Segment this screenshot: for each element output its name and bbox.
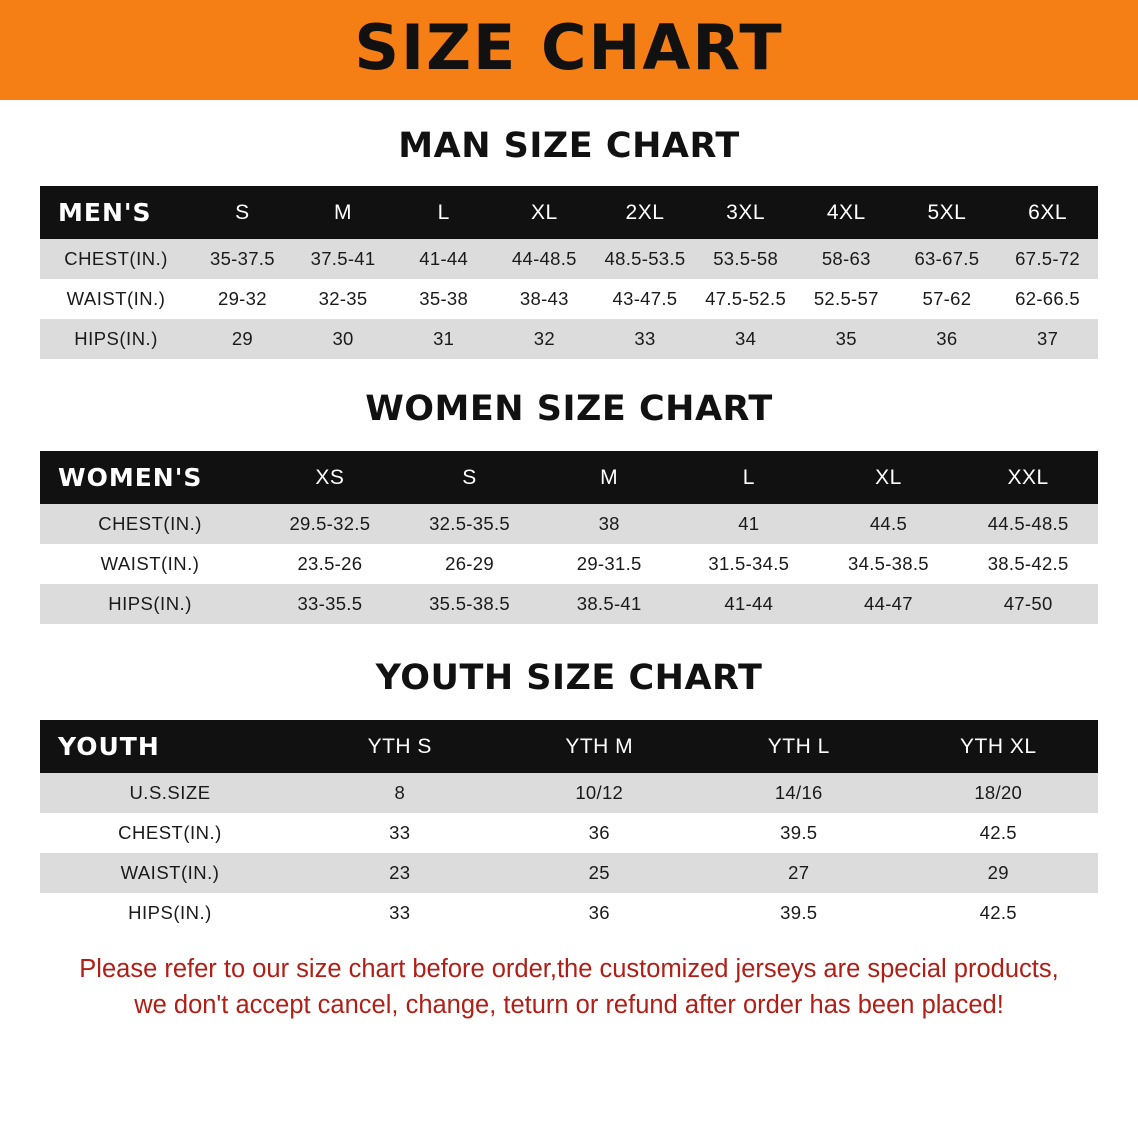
cell: 37.5-41 <box>310 248 376 269</box>
row-label: HIPS(IN.) <box>128 902 212 923</box>
youth-header-row <box>40 720 1098 773</box>
cell: 29 <box>231 328 253 349</box>
man-size-header: M <box>334 200 353 224</box>
cell: 35-38 <box>419 288 469 309</box>
cell: 44.5 <box>869 513 908 534</box>
cell: 29-32 <box>218 288 267 309</box>
women-size-table <box>40 451 1098 624</box>
cell: 31.5-34.5 <box>708 553 790 574</box>
cell: 31 <box>433 328 455 349</box>
row-label: HIPS(IN.) <box>108 593 192 614</box>
cell: 48.5-53.5 <box>604 248 686 269</box>
man-size-header: 3XL <box>726 200 766 224</box>
cell: 39.5 <box>780 822 818 843</box>
man-section-heading: MAN SIZE CHART <box>398 126 740 166</box>
table-row <box>40 853 1098 893</box>
cell: 38-43 <box>519 288 569 309</box>
youth-size-header: YTH M <box>565 734 634 758</box>
women-section-heading: WOMEN SIZE CHART <box>365 389 773 429</box>
man-size-header: L <box>437 200 450 224</box>
cell: 34.5-38.5 <box>848 553 929 574</box>
man-table-body <box>40 239 1098 359</box>
table-row <box>40 544 1098 584</box>
banner <box>0 0 1138 100</box>
cell: 18/20 <box>974 782 1023 803</box>
cell: 38.5-42.5 <box>987 553 1069 574</box>
cell: 35-37.5 <box>209 248 275 269</box>
cell: 33 <box>634 328 656 349</box>
table-row <box>40 584 1098 624</box>
women-header-row <box>40 451 1098 504</box>
cell: 62-66.5 <box>1015 288 1081 309</box>
man-size-table <box>40 186 1098 359</box>
women-category-label: WOMEN'S <box>58 463 203 492</box>
cell: 32.5-35.5 <box>429 513 510 534</box>
cell: 36 <box>936 328 958 349</box>
row-label: U.S.SIZE <box>129 782 211 803</box>
table-row <box>40 773 1098 813</box>
cell: 47.5-52.5 <box>705 288 787 309</box>
cell: 10/12 <box>575 782 624 803</box>
cell: 44-48.5 <box>511 248 577 269</box>
cell: 37 <box>1037 328 1059 349</box>
cell: 39.5 <box>780 902 818 923</box>
cell: 33 <box>389 902 411 923</box>
women-size-header: XXL <box>1007 465 1049 489</box>
women-size-header: L <box>742 465 755 489</box>
cell: 35 <box>835 328 857 349</box>
cell: 52.5-57 <box>813 288 879 309</box>
cell: 8 <box>394 782 406 803</box>
youth-size-header: YTH S <box>367 734 432 758</box>
cell: 67.5-72 <box>1015 248 1081 269</box>
cell: 23.5-26 <box>297 553 363 574</box>
cell: 38 <box>598 513 620 534</box>
table-row <box>40 893 1098 933</box>
man-category-label: MEN'S <box>58 198 152 227</box>
page-title: SIZE CHART <box>354 11 784 84</box>
women-size-header: XS <box>315 465 345 489</box>
cell: 29 <box>987 862 1009 883</box>
cell: 33-35.5 <box>297 593 363 614</box>
youth-size-header: YTH L <box>767 734 830 758</box>
row-label: CHEST(IN.) <box>98 513 202 534</box>
cell: 34 <box>735 328 757 349</box>
women-size-header: S <box>462 465 477 489</box>
cell: 23 <box>389 862 411 883</box>
row-label: HIPS(IN.) <box>74 328 158 349</box>
man-table-head <box>40 186 1098 239</box>
cell: 26-29 <box>445 553 494 574</box>
cell: 41-44 <box>724 593 774 614</box>
man-header-row <box>40 186 1098 239</box>
table-row <box>40 813 1098 853</box>
cell: 42.5 <box>979 902 1017 923</box>
cell: 32 <box>533 328 555 349</box>
youth-category-label: YOUTH <box>58 732 160 761</box>
youth-size-table <box>40 720 1098 933</box>
youth-size-header: YTH XL <box>959 734 1037 758</box>
cell: 25 <box>588 862 610 883</box>
cell: 36 <box>588 822 610 843</box>
cell: 53.5-58 <box>713 248 779 269</box>
cell: 57-62 <box>922 288 972 309</box>
cell: 35.5-38.5 <box>429 593 510 614</box>
women-table-wrap <box>0 451 1138 624</box>
cell: 29.5-32.5 <box>289 513 371 534</box>
row-label: WAIST(IN.) <box>120 862 220 883</box>
cell: 30 <box>332 328 354 349</box>
man-size-header: S <box>235 200 250 224</box>
disclaimer-note <box>36 951 1102 1023</box>
youth-table-body <box>40 773 1098 933</box>
man-size-header: 2XL <box>625 200 665 224</box>
disclaimer-line-2: we don't accept cancel, change, teturn or refund after order has been placed! <box>134 991 1004 1020</box>
row-label: WAIST(IN.) <box>100 553 200 574</box>
cell: 63-67.5 <box>914 248 980 269</box>
man-table-wrap <box>0 186 1138 359</box>
women-table-body <box>40 504 1098 624</box>
cell: 41-44 <box>419 248 469 269</box>
table-row <box>40 279 1098 319</box>
table-row <box>40 239 1098 279</box>
cell: 32-35 <box>318 288 368 309</box>
table-row <box>40 504 1098 544</box>
man-size-header: 5XL <box>927 200 967 224</box>
cell: 14/16 <box>774 782 823 803</box>
cell: 33 <box>389 822 411 843</box>
women-size-header: M <box>600 465 619 489</box>
disclaimer-line-1: Please refer to our size chart before order,the customized jerseys are special products, <box>79 955 1059 983</box>
row-label: CHEST(IN.) <box>118 822 222 843</box>
cell: 36 <box>588 902 610 923</box>
table-row <box>40 319 1098 359</box>
man-size-header: 4XL <box>826 200 866 224</box>
women-size-header: XL <box>875 465 902 489</box>
cell: 41 <box>738 513 760 534</box>
cell: 44.5-48.5 <box>987 513 1069 534</box>
row-label: CHEST(IN.) <box>64 248 168 269</box>
cell: 42.5 <box>979 822 1017 843</box>
youth-table-wrap <box>0 720 1138 933</box>
youth-section-heading: YOUTH SIZE CHART <box>375 658 763 698</box>
man-size-header: XL <box>530 200 558 224</box>
cell: 44-47 <box>864 593 913 614</box>
row-label: WAIST(IN.) <box>66 288 166 309</box>
cell: 38.5-41 <box>576 593 642 614</box>
cell: 47-50 <box>1003 593 1053 614</box>
cell: 58-63 <box>821 248 871 269</box>
cell: 27 <box>788 862 810 883</box>
man-size-header: 6XL <box>1028 200 1068 224</box>
women-table-head <box>40 451 1098 504</box>
cell: 29-31.5 <box>576 553 642 574</box>
youth-table-head <box>40 720 1098 773</box>
cell: 43-47.5 <box>612 288 678 309</box>
